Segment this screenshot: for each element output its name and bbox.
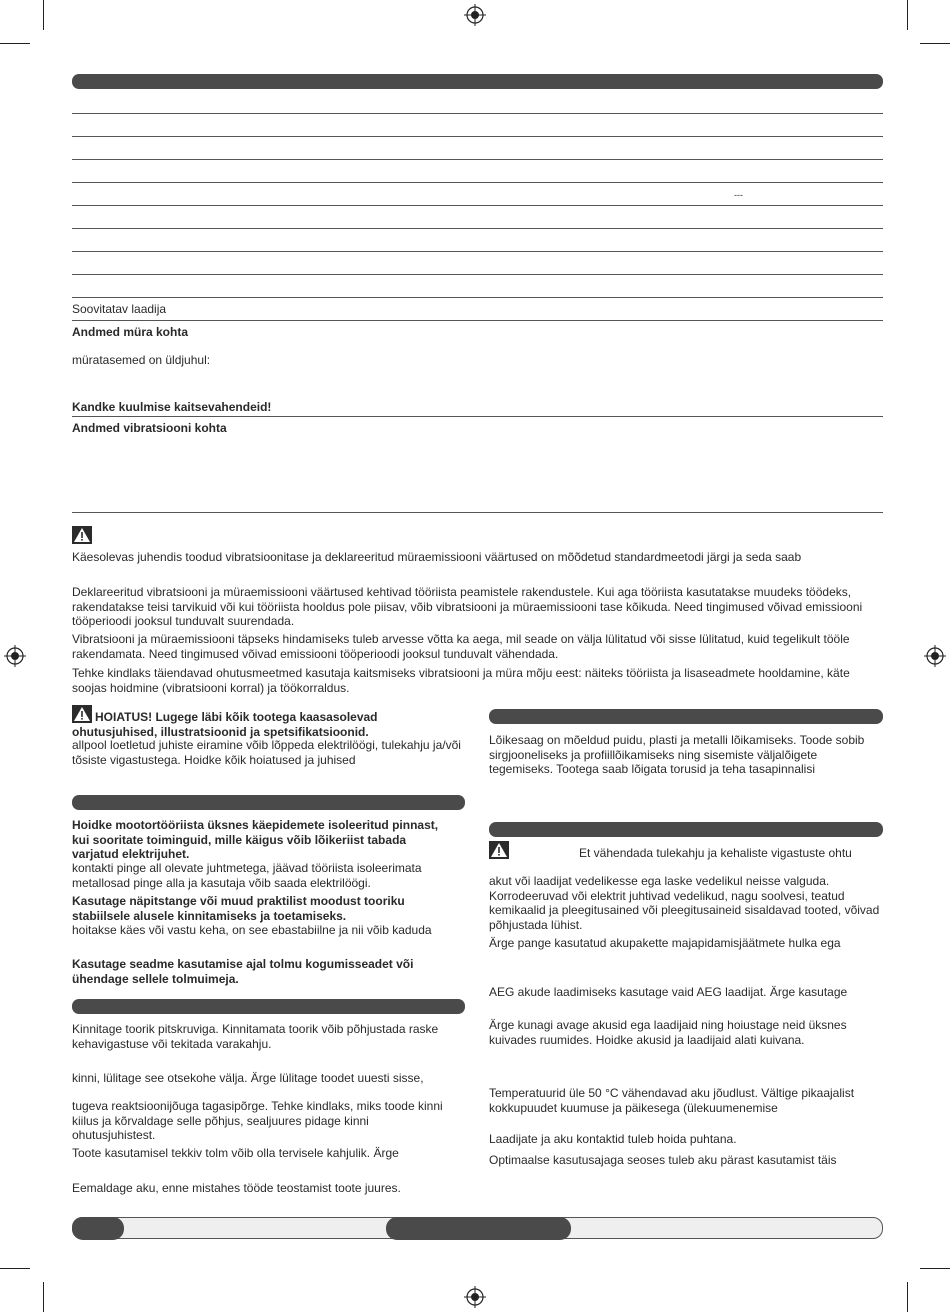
safety-instruction-bold: Kasutage näpitstange või muud praktilist moodust tooriku stabiilsele alusele kinnitamiseks ja toetamiseks. [72, 894, 405, 923]
section-header-bar [489, 709, 883, 724]
intended-use-text: Lõikesaag on mõeldud puidu, plasti ja metalli lõikamiseks. Toode sobib sirgjooneliseks ja profiillõikamiseks ning sisemiste väljalõigete tegemiseks. Tootega saab lõigata torusid ja teha tasapinnalisi [489, 733, 865, 776]
registration-mark-icon [4, 645, 26, 667]
registration-mark-icon [464, 4, 486, 26]
crop-mark [907, 0, 908, 30]
noise-heading: Andmed müra kohta [72, 325, 189, 339]
crop-mark [43, 1282, 44, 1312]
safety-instruction-text: kinni, lülitage see otsekohe välja. Ärge lülitage toodet uuesti sisse, [72, 1071, 424, 1085]
crop-mark [920, 1268, 950, 1269]
dc-symbol: --- [734, 190, 743, 200]
noise-intro: müratasemed on üldjuhul: [72, 353, 211, 367]
table-rule [72, 113, 883, 114]
safety-instruction-text: tugeva reaktsioonijõuga tagasipõrge. Tehke kindlaks, miks toode kinni kiilus ja kõrvaldage selle põhjus, sealjuures pidage kinni ohutusjuhistest. [72, 1099, 443, 1142]
battery-instruction: Ärge kunagi avage akusid ega laadijaid ning hoiustage neid üksnes kuivades ruumides. Hoidke akusid ja laadijaid alati kuivana. [489, 1018, 847, 1047]
footer-language-tab [386, 1217, 571, 1240]
warning-icon [489, 841, 509, 859]
section-header-bar [489, 822, 883, 837]
hearing-protection-note: Kandke kuulmise kaitsevahendeid! [72, 400, 272, 414]
warning-paragraph: Vibratsiooni ja müraemissiooni täpseks hindamiseks tuleb arvesse võtta ka aega, mil seade on välja lülitatud või sisse lülitatud, kuid tegelikult tööle rakendamata. Need tingimused võivad emissiooni tööperioodi jooksul tunduvalt vähendada. [72, 632, 850, 661]
crop-mark [43, 0, 44, 30]
table-rule [72, 136, 883, 137]
warning-paragraph: Tehke kindlaks täiendavad ohutusmeetmed kasutaja kaitsmiseks vibratsiooni ja müra mõju eest: näiteks tööriista ja lisaseadmete hooldamine, käte soojas hoidmine (vibratsiooni korral) ja töökorraldus. [72, 666, 850, 695]
table-rule [72, 274, 883, 275]
safety-instruction-text: Eemaldage aku, enne mistahes tööde teostamist toote juures. [72, 1181, 401, 1195]
table-rule [72, 251, 883, 252]
section-header-bar [72, 999, 465, 1014]
crop-mark [0, 1268, 30, 1269]
table-rule [72, 512, 883, 513]
table-rule [72, 297, 883, 298]
safety-instruction-bold: Kasutage seadme kasutamise ajal tolmu kogumisseadet või ühendage sellele tolmuimeja. [72, 957, 414, 986]
battery-instruction: Optimaalse kasutusajaga seoses tuleb aku pärast kasutamist täis [489, 1153, 837, 1167]
table-rule [72, 205, 883, 206]
general-warning-bold: HOIATUS! Lugege läbi kõik tootega kaasasolevad ohutusjuhised, illustratsioonid ja spetsifikatsioonid. [72, 710, 378, 739]
table-rule [72, 320, 883, 321]
warning-paragraph: Käesolevas juhendis toodud vibratsioonitase ja deklareeritud müraemissiooni väärtused on mõõdetud standardmeetodi järgi ja seda saab [72, 550, 802, 564]
safety-instruction-text: Toote kasutamisel tekkiv tolm võib olla tervisele kahjulik. Ärge [72, 1146, 399, 1160]
registration-mark-icon [924, 645, 946, 667]
safety-instruction-bold: Hoidke mootortööriista üksnes käepidemete isoleeritud pinnast, kui sooritate toiminguid, mille käigus võib lõikeriist tabada varjatud elektrijuhet. [72, 818, 439, 861]
general-warning-text: allpool loetletud juhiste eiramine võib lõppeda elektrilöögi, tulekahju ja/või tõsiste vigastustega. Hoidke kõik hoiatused ja juhised [72, 738, 461, 767]
table-rule [72, 416, 883, 417]
crop-mark [920, 43, 950, 44]
registration-mark-icon [464, 1286, 486, 1308]
vibration-heading: Andmed vibratsiooni kohta [72, 421, 227, 435]
section-header-bar [72, 795, 465, 810]
battery-instruction: Temperatuurid üle 50 °C vähendavad aku jõudlust. Vältige pikaajalist kokkupuudet kuumuse ja päikesega (ülekuumenemise [489, 1086, 855, 1115]
safety-instruction-text: kontakti pinge all olevate juhtmetega, jäävad tööriista isoleerimata metallosad pinge alla ja kasutaja võib saada elektrilöögi. [72, 861, 422, 890]
battery-instruction: AEG akude laadimiseks kasutage vaid AEG laadijat. Ärge kasutage [489, 985, 848, 999]
table-rule [72, 228, 883, 229]
section-header-bar [72, 74, 883, 89]
battery-instruction: Ärge pange kasutatud akupakette majapidamisjäätmete hulka ega [489, 936, 841, 950]
battery-instruction: Laadijate ja aku kontaktid tuleb hoida puhtana. [489, 1132, 737, 1146]
footer-page-tab [72, 1217, 124, 1240]
warning-paragraph: Deklareeritud vibratsiooni ja müraemissiooni väärtused kehtivad tööriista peamistele rakendustele. Kui aga tööriista kasutatakse muudeks töödeks, rakendatakse teisi tarvikuid või kui tööriista hooldus pole piisav, võib vibratsiooni ja müraemissiooni tase kõikuda. Need tingimused võivad emissiooni tööperioodi jooksul tunduvalt suurendada. [72, 585, 863, 628]
crop-mark [0, 43, 30, 44]
battery-instruction: akut või laadijat vedelikesse ega laske vedelikul neisse valguda. Korrodeeruvad või elektrit juhtivad vedelikud, nagu soolvesi, teatud kemikaalid ja pleegitusained või pleegitusaineid sisaldavad tooted, võivad põhjustada lühist. [489, 874, 880, 932]
table-rule [72, 159, 883, 160]
safety-instruction-text: hoitakse käes või vastu keha, on see ebastabiilne ja nii võib kaduda [72, 923, 432, 937]
safety-instruction-text: Kinnitage toorik pitskruviga. Kinnitamata toorik võib põhjustada raske kehavigastuse või tekitada varakahju. [72, 1022, 439, 1051]
crop-mark [907, 1282, 908, 1312]
warning-icon [72, 526, 92, 544]
battery-warning-text: Et vähendada tulekahju ja kehaliste vigastuste ohtu [579, 846, 852, 860]
table-rule [72, 182, 883, 183]
recommended-charger-label: Soovitatav laadija [72, 302, 167, 316]
